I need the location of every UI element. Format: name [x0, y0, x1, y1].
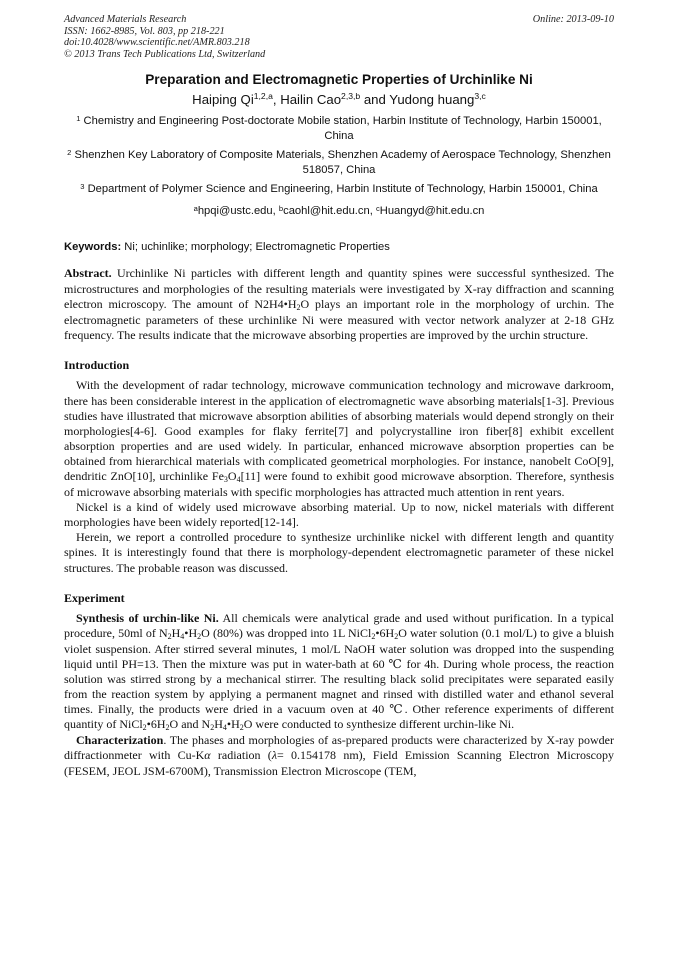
email-list	[64, 204, 614, 218]
affiliation-text: Shenzhen Key Laboratory of Composite Materials, Shenzhen Academy of Aerospace Technology, Shenzhen 518057, China	[71, 149, 611, 176]
affiliation	[64, 182, 614, 196]
experiment-body	[64, 611, 614, 779]
author-list	[64, 90, 614, 109]
affiliation	[64, 114, 614, 143]
author-separator: ,	[272, 92, 281, 108]
journal-header	[64, 14, 614, 60]
author-affiliation-mark: 1,2,a	[253, 91, 273, 102]
email-address: Huangyd@hit.edu.cn	[379, 205, 485, 218]
author-affiliation-mark: 3,c	[474, 91, 486, 102]
experiment-paragraph: Characterization. The phases and morphologies of as-prepared products were characterized by X-ray powder diffractionmeter with Cu-Kα radiation (λ= 0.154178 nm), Field Emission Scanning Electron Microscopy (FESEM, JEOL JSM-6700M), Transmission Electron Microscope (TEM,	[64, 733, 614, 778]
email-separator: ,	[369, 205, 376, 218]
introduction-paragraph: Nickel is a kind of widely used microwave absorbing material. Up to now, nickel materials with different morphologies have been widely reported[12-14].	[64, 500, 614, 530]
keywords	[64, 240, 614, 254]
journal-name: Advanced Materials Research	[64, 14, 187, 25]
abstract	[64, 266, 614, 343]
email-mark: b	[278, 204, 284, 214]
email-address: caohl@hit.edu.cn	[283, 205, 370, 218]
experiment-heading: Experiment	[64, 590, 125, 605]
copyright-line: © 2013 Trans Tech Publications Ltd, Switzerland	[64, 48, 266, 60]
abstract-label: Abstract.	[64, 266, 112, 281]
email-address: hpqi@ustc.edu	[197, 205, 273, 218]
introduction-paragraph: Herein, we report a controlled procedure to synthesize urchinlike nickel with different length and quantity spines. It is interestingly found that there is morphology-dependent electromagnetic parameter of these nickel structures. The probable reason was discussed.	[64, 530, 614, 575]
author-name: Haiping Qi	[192, 92, 254, 108]
keywords-text: Ni; uchinlike; morphology; Electromagnetic Properties	[121, 241, 390, 254]
affiliation	[64, 148, 614, 177]
affiliation-text: Chemistry and Engineering Post-doctorate Mobile station, Harbin Institute of Technology, Harbin 150001, China	[80, 115, 602, 142]
author-separator: and	[360, 92, 390, 108]
abstract-text: Urchinlike Ni particles with different length and quantity spines were successful synthesized. The microstructures and morphologies of the resulting materials were investigated by X-ray diffraction and scanning electron microscopy. The amount of $N2H4•H_2O$ plays an important role in the morphology of urchin. The electromagnetic parameters of these urchinlike Ni were measured with vector network analyzer at 2-18 GHz frequency. The results indicate that the microwave absorbing properties are improved by the urchin structure.	[64, 266, 615, 343]
affiliation-mark: 3	[80, 182, 85, 191]
experiment-paragraph: Synthesis of urchin-like Ni. All chemicals were analytical grade and used without purification. In a typical procedure, 50ml of $N_2H_4•H_2O$ (80%) was dropped into 1L $NiCl_2•6H_2O$ water solution (0.1 mol/L) to give a bluish violet suspension. After stirred several minutes, 1 mol/L NaOH water solution was dropped into the suspending liquid until PH=13. Then the mixture was put in water-bath at 60 ℃ for 4h. During whole process, the reaction solution was stirred strong by a mechanical stirrer. The resulting black solid precipitates were separated easily from the reaction system by applying a permanent magnet and rinsed with distilled water and ethanol several times. Finally, the products were dried in a vacuum oven at 40 ℃. Other reference experiments of different quantity of $NiCl_2•6H_2O$ and $N_2H_4•H_2O$ were conducted to synthesize different urchin-like Ni.	[64, 610, 615, 733]
doi-line: doi:10.4028/www.scientific.net/AMR.803.218	[64, 37, 250, 49]
issn-line: ISSN: 1662-8985, Vol. 803, pp 218-221	[64, 25, 225, 37]
email-mark: a	[193, 204, 198, 214]
author-affiliation-mark: 2,3,b	[341, 91, 361, 102]
introduction-section	[64, 358, 614, 575]
email-separator: ,	[272, 205, 279, 218]
affiliation-text: Department of Polymer Science and Engineering, Harbin Institute of Technology, Harbin 150001, China	[84, 183, 598, 195]
author-name: Yudong huang	[389, 92, 475, 108]
introduction-paragraph: With the development of radar technology, microwave communication technology and microwave darkroom, there has been considerable interest in the application of electromagnetic wave absorbing materials[1-3]. Previous studies have illustrated that microwave absorption abilities of absorbing materials would depend strongly on their morphologies[4-6]. Good examples for flaky ferrite[7] and polycrystalline iron fiber[8] exhibit excellent absorption properties and are used widely. In particular, enhanced microwave absorption properties can be obtained from hierarchical materials with complicated geometrical morphologies. For instance, nanobelt CoO[9], dendritic ZnO[10], urchinlike $Fe_3O_4[11]$ were found to exhibit good microwave absorption. Therefore, synthesis of microwave absorbing materials with specific morphologies has attracted much attention in rent years.	[64, 378, 614, 500]
introduction-heading: Introduction	[64, 358, 130, 373]
keywords-label: Keywords:	[64, 241, 122, 254]
paper-title: Preparation and Electromagnetic Properties of Urchinlike Ni	[145, 72, 533, 88]
email-mark: c	[375, 204, 380, 214]
affiliation-mark: 2	[67, 148, 72, 158]
affiliation-mark: 1	[76, 114, 81, 124]
online-date: Online: 2013-09-10	[532, 14, 614, 25]
experiment-section	[64, 591, 614, 779]
author-name: Hailin Cao	[280, 92, 342, 108]
affiliation-list	[64, 114, 614, 196]
introduction-body	[64, 378, 614, 575]
